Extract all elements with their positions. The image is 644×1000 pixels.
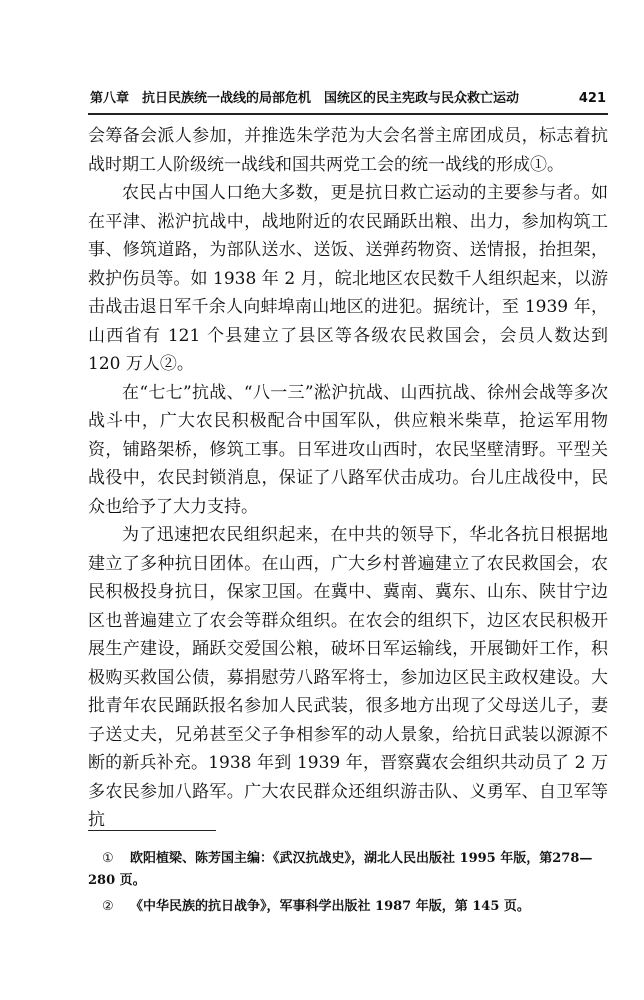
footnote-marker: ① xyxy=(102,851,114,866)
footnotes xyxy=(88,848,608,922)
footnote-1 xyxy=(88,848,608,892)
header-rule xyxy=(88,113,608,115)
body-text xyxy=(88,122,608,835)
paragraph-peasants: 农民占中国人口绝大多数，更是抗日救亡运动的主要参与者。如在平津、淞沪抗战中，战地附近的农民踊跃出粮、出力，参加构筑工事、修筑道路，为部队送水、送饭、送弹药物资、送情报，抬担架，救护伤员等。如 1938 年 2 月，皖北地区农民数千人组织起来，以游击战击退日军千余人向蚌埠南山地区的进犯。据统计，至 1939 年，山西省有 121 个县建立了县区等各级农民救国会，会员人数达到 120 万人②。 xyxy=(88,183,608,374)
chapter-title: 第八章 抗日民族统一战线的局部危机 国统区的民主宪政与民众救亡运动 xyxy=(90,91,520,106)
page-number: 421 xyxy=(578,91,606,106)
paragraph-organizing: 为了迅速把农民组织起来，在中共的领导下，华北各抗日根据地建立了多种抗日团体。在山西，广大乡村普遍建立了农民救国会，农民积极投身抗日，保家卫国。在冀中、冀南、冀东、山东、陕甘宁边区也普遍建立了农会等群众组织。在农会的组织下，边区农民积极开展生产建设，踊跃交爱国公粮，破坏日军运输线，开展锄奸工作，积极购买救国公债，募捐慰劳八路军将士，参加边区民主政权建设。大批青年农民踊跃报名参加人民武装，很多地方出现了父母送儿子，妻子送丈夫，兄弟甚至父子争相参军的动人景象，给抗日武装以源源不断的新兵补充。1938 年到 1939 年，晋察冀农会组织共动员了 2 万多农民参加八路军。广大农民群众还组织游击队、义勇军、自卫军等抗 xyxy=(88,525,608,830)
footnote-text: 《中华民族的抗日战争》，军事科学出版社 1987 年版，第 145 页。 xyxy=(130,899,530,914)
footnote-marker: ② xyxy=(102,899,114,914)
footnote-text: 欧阳植梁、陈芳国主编：《武汉抗战史》，湖北人民出版社 1995 年版，第278—280 页。 xyxy=(88,851,593,888)
paragraph-continued: 会筹备会派人参加，并推选朱学范为大会名誉主席团成员，标志着抗战时期工人阶级统一战线和国共两党工会的统一战线的形成①。 xyxy=(88,126,608,175)
paragraph-battles: 在“七七”抗战、“八一三”淞沪抗战、山西抗战、徐州会战等多次战斗中，广大农民积极配合中国军队，供应粮米柴草，抢运军用物资，铺路架桥，修筑工事。日军进攻山西时，农民坚壁清野。平型关战役中，农民封锁消息，保证了八路军伏击成功。台儿庄战役中，民众也给予了大力支持。 xyxy=(88,382,608,517)
footnote-rule xyxy=(88,830,216,831)
running-header xyxy=(90,88,606,110)
footnote-2 xyxy=(88,896,608,918)
